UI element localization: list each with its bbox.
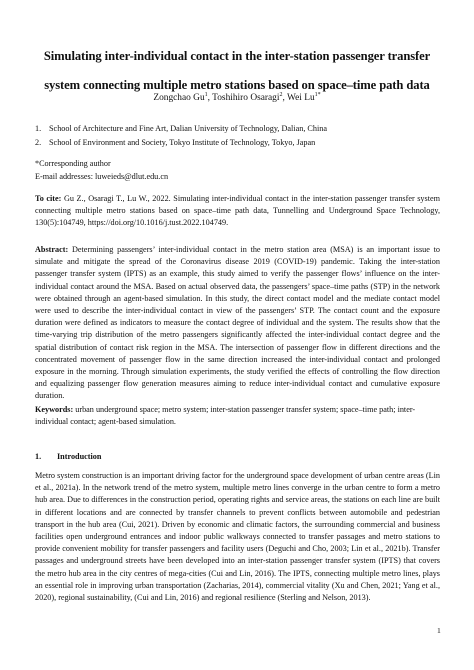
author-affiliation-mark: 1 (204, 92, 208, 98)
affiliation-text: School of Environment and Society, Tokyo Institute of Technology, Tokyo, Japan (49, 138, 316, 147)
cite-text: Gu Z., Osaragi T., Lu W., 2022. Simulating inter-individual contact in the inter-station passenger transfer system connecting multiple metro stations based on space–time path data, Tunnelling and Underground Space Technology, 130(5):104749, https://doi.org/10.1016/j.tust.2022.104749. (35, 194, 440, 228)
section-title: Introduction (57, 452, 102, 461)
abstract-block (35, 244, 440, 403)
keywords-text: urban underground space; metro system; inter-station passenger transfer system; space–time path; inter-individual contact; agent-based simulation. (35, 405, 416, 427)
section-heading (35, 452, 101, 461)
affiliation-item: 2. School of Environment and Society, Tokyo Institute of Technology, Tokyo, Japan (35, 138, 316, 147)
corresponding-author: *Corresponding author (35, 159, 111, 168)
citation-block (35, 193, 440, 230)
keywords-label: Keywords: (35, 405, 74, 414)
title-line-2: system connecting multiple metro stations based on space–time path data (44, 78, 430, 92)
keywords-block (35, 404, 440, 428)
abstract-text: Determining passengers’ inter-individual contact in the metro station area (MSA) is an important issue to simulate and mitigate the spread of the Coronavirus disease 2019 (COVID-19) pandemic. Taking the inter-station passenger transfer system (IPTS) as an example, this study aimed to verify the passenger flows’ influence on the inter-individual contact around the MSA. Based on actual observed data, the passengers’ space–time paths (STP) in the network were obtained through an agent-based simulation. In this study, the direct contact model and the mediate contact model were used to describe the inter-individual contact in view of the passengers’ STP. The contact count and the exposure duration were defined as indicators to measure the contact degree of individual and the system. The results show that the time-varying trip distribution of the metro passengers significantly affected the inter-individual contact degree and the spatial distribution of contact risk region in the MSA. The intersection of passenger flow in different directions and the concentrated movement of passenger flow in the same direction increased the inter-individual contact and prolonged exposure in the morning. Through simulation experiments, the study verified the effects of controlling the flow direction and equalizing passenger flow generation measures aiming to reduce inter-individual contact and cumulative exposure duration. (35, 245, 441, 401)
author-name: Zongchao Gu (153, 93, 205, 104)
author-name: Toshihiro Osaragi (212, 93, 280, 104)
author-name: Wei Lu (287, 93, 315, 104)
intro-paragraph: Metro system construction is an important driving factor for the underground space development of urban centre areas (Lin et al., 2021a). In the network trend of the metro system, multiple metro lines converge in the urban centre to form a metro hub area. Due to differences in the construction period, operating rights and service areas, the stations on each line are built in different locations and are connected by transfer channels to prevent conflicts between automobile and pedestrian transport in the hub area (Cui, 2021). Driven by economic and climatic factors, the surrounding commercial and business facilities open underground entrances and indoor public walkways connected to transfer passages and metro stations to provide convenient mobility for transfer passengers and facility users (Deguchi and Cho, 2003; Lin et al., 2021b). Transfer passages and underground streets have been developed into an inter-station passenger transfer system (IPTS) that covers the metro hub area in the city centres of mega-cities (Cui and Lin, 2016). The IPTS, connecting multiple metro lines, plays an essential role in improving urban transportation (Zacharias, 2014), commercial vitality (Xu and Chen, 2021; Yang et al., 2020), regional sustainability, (Cui and Lin, 2016) and regional resilience (Sterling and Nelson, 2013). (35, 471, 440, 603)
author-affiliation-mark: 2 (279, 92, 283, 98)
cite-label: To cite: (35, 194, 62, 203)
affiliation-text: School of Architecture and Fine Art, Dalian University of Technology, Dalian, China (49, 124, 327, 133)
affiliation-item: 1. School of Architecture and Fine Art, Dalian University of Technology, Dalian, China (35, 124, 327, 133)
author-affiliation-mark: 1* (314, 92, 321, 98)
author-list: Zongchao Gu$^1$, Toshihiro Osaragi$^2$, Wei $Lu^{1*}$ (153, 92, 321, 104)
page-number: 1 (437, 626, 441, 635)
section-number: 1. (35, 452, 42, 461)
title-line-1: Simulating inter-individual contact in the inter-station passenger transfer (43, 49, 431, 63)
email-line: E-mail addresses: luweieds@dlut.edu.cn (35, 172, 169, 181)
abstract-label: Abstract: (35, 245, 69, 254)
